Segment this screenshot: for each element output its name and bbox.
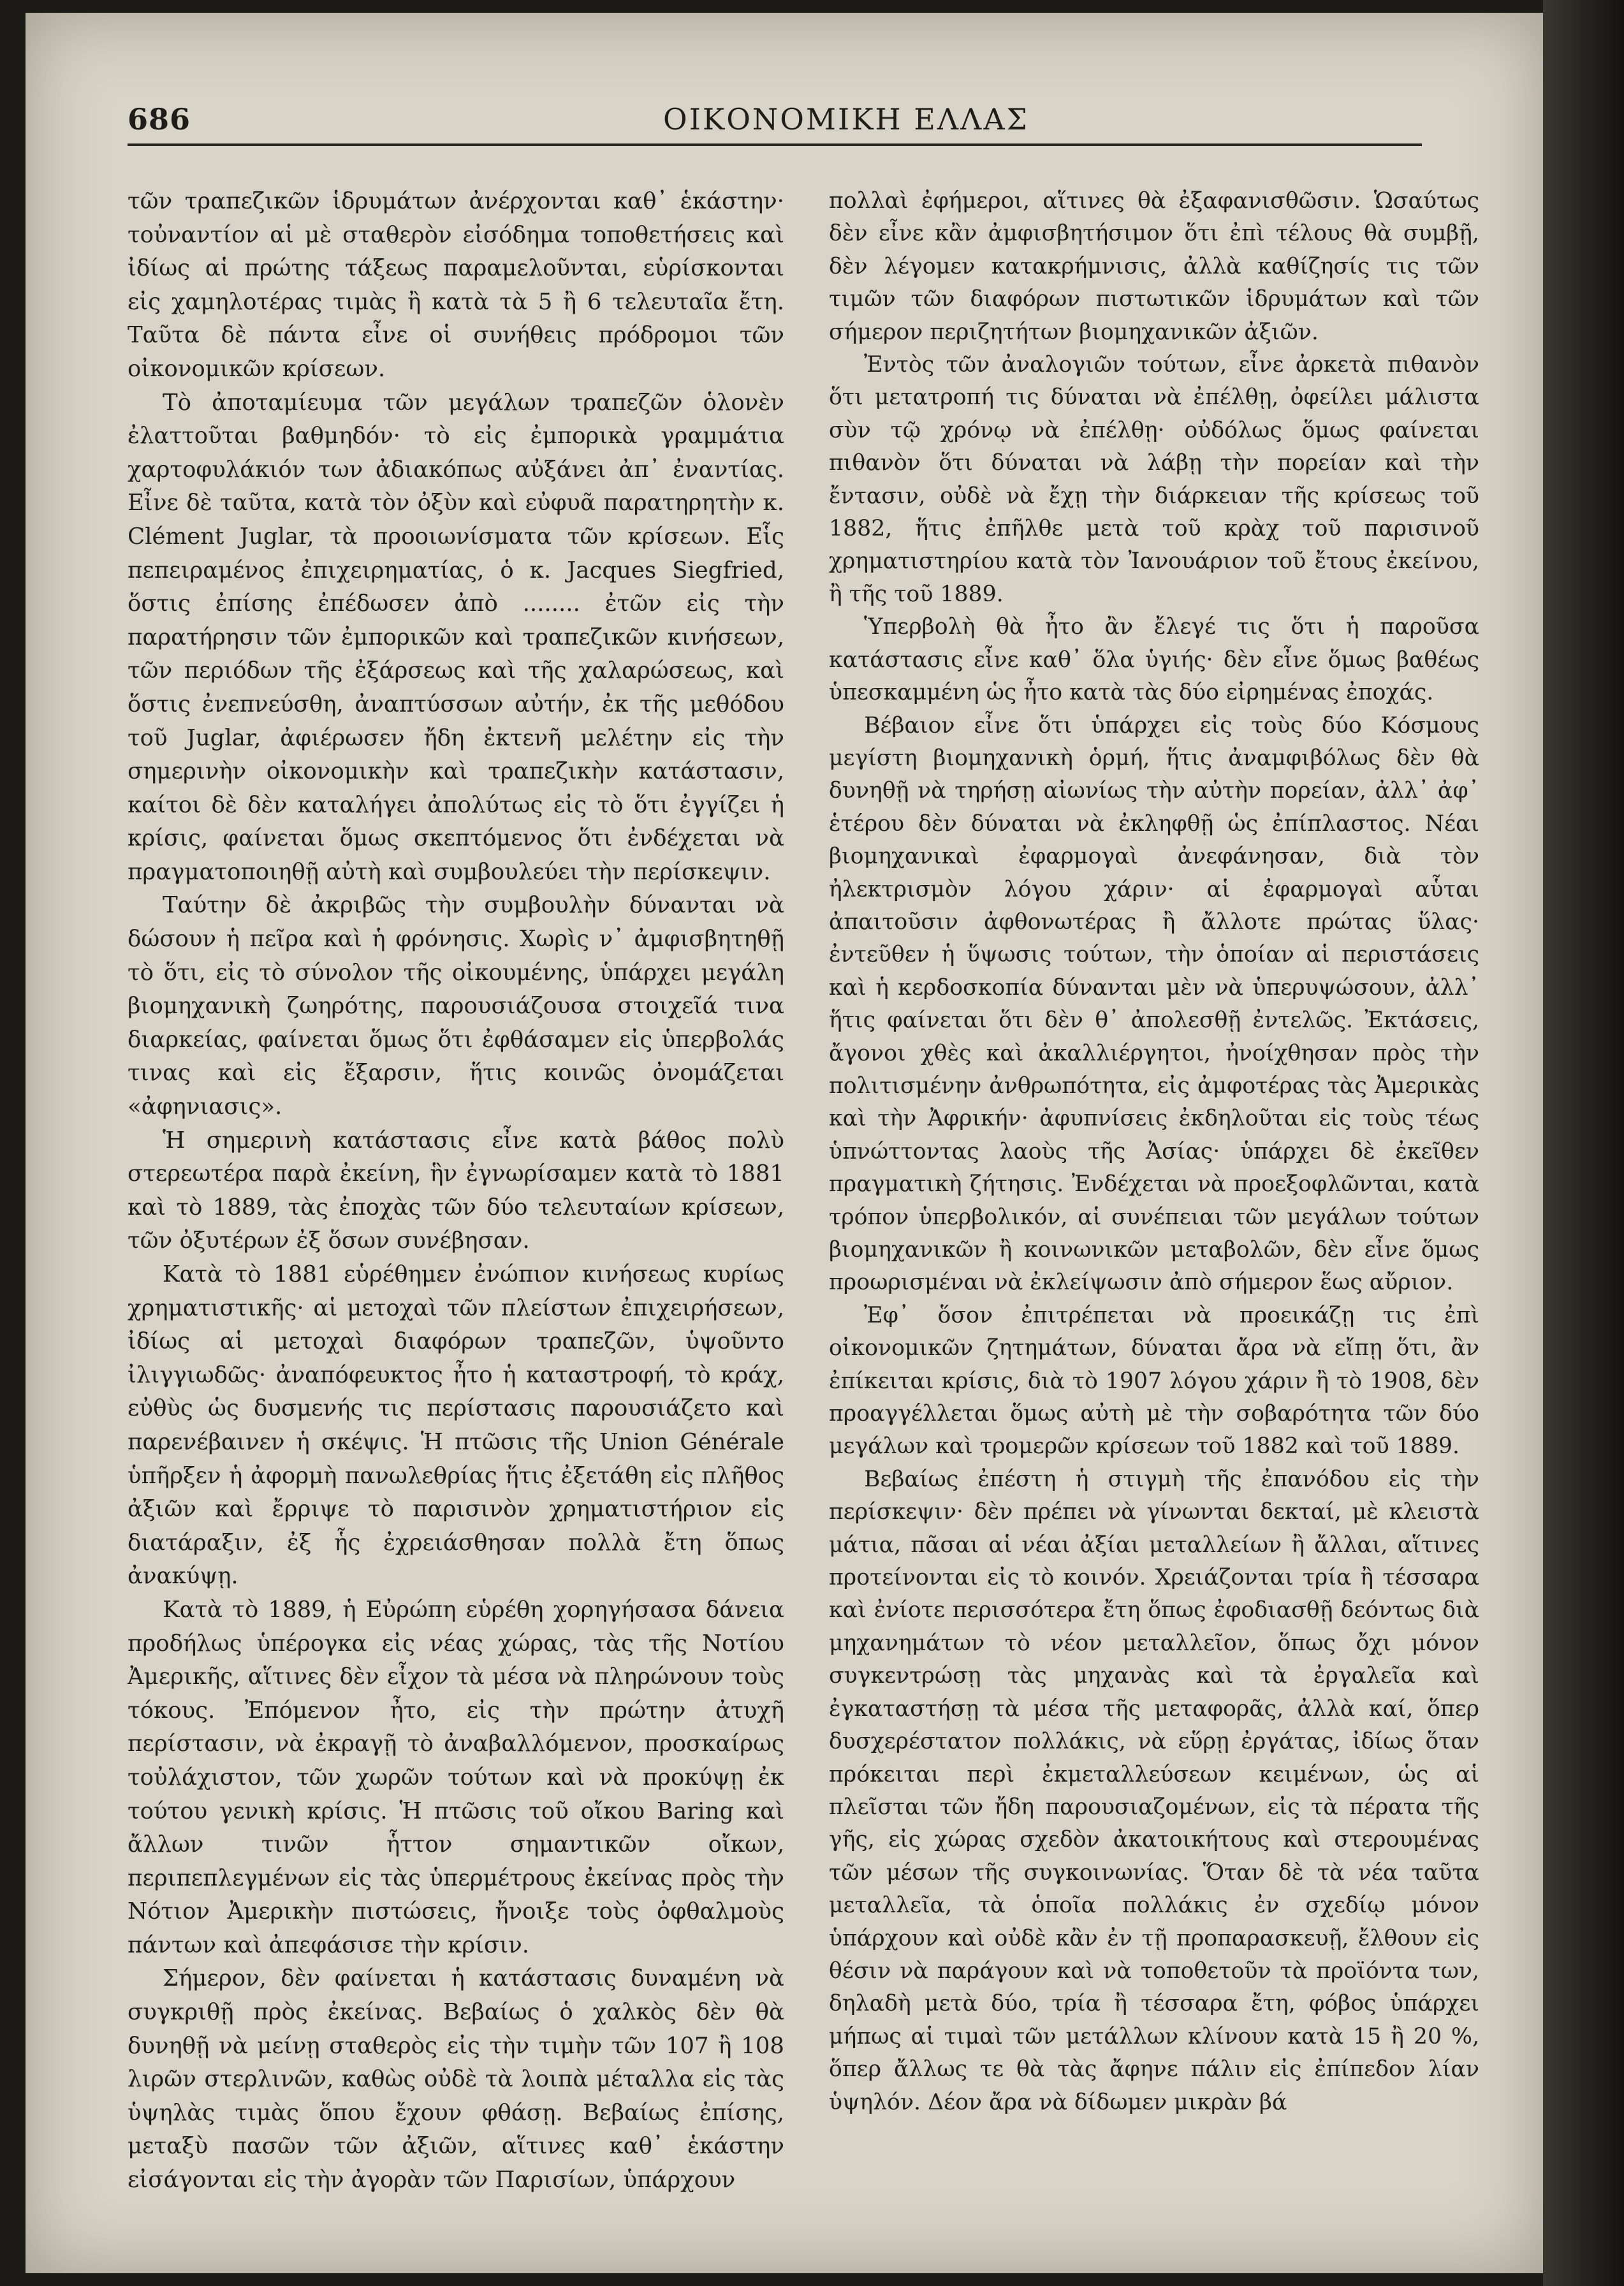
paragraph: Βέβαιον εἶνε ὅτι ὑπάρχει εἰς τοὺς δύο Κόσμους μεγίστη βιομηχανικὴ ὁρμή, ἥτις ἀναμφιβόλως δὲν θὰ δυνηθῇ νὰ τηρήσῃ αἰωνίως τὴν αὐτὴν πορείαν, ἀλλ᾿ ἀφ᾿ ἑτέρου δὲν δύναται νὰ ἐκληφθῇ ὡς ἐπίπλαστος. Νέαι βιομηχανικαὶ ἐφαρμογαὶ ἀνεφάνησαν, διὰ τὸν ἠλεκτρισμὸν λόγου χάριν· αἱ ἐφαρμογαὶ αὗται ἀπαιτοῦσιν ἀφθονωτέρας ἢ ἄλλοτε πρώτας ὕλας· ἐντεῦθεν ἡ ὕψωσις τούτων, τὴν ὁποίαν αἱ περιστάσεις καὶ ἡ κερδοσκοπία δύνανται μὲν νὰ ὑπερυψώσουν, ἀλλ᾿ ἥτις φαίνεται ὅτι δὲν θ᾿ ἀπολεσθῇ ἐντελῶς. Ἐκτάσεις, ἄγονοι χθὲς καὶ ἀκαλλιέργητοι, ἠνοίχθησαν πρὸς τὴν πολιτισμένην ἀνθρωπότητα, εἰς ἀμφοτέρας τὰς Ἀμερικὰς καὶ τὴν Ἀφρικήν· ἀφυπνίσεις ἐκδηλοῦται εἰς τοὺς τέως ὑπνώττοντας λαοὺς τῆς Ἀσίας· ὑπάρχει δὲ ἐκεῖθεν πραγματικὴ ζήτησις. Ἐνδέχεται νὰ προεξοφλῶνται, κατὰ τρόπον ὑπερβολικόν, αἱ συνέπειαι τῶν μεγάλων τούτων βιομηχανικῶν ἢ κοινωνικῶν μεταβολῶν, δὲν εἶνε ὅμως προωρισμέναι νὰ ἐκλείψωσιν ἀπὸ σήμερον ἕως αὔριον.	[829, 712, 1479, 1296]
left-column	[128, 185, 784, 2197]
paragraph: Ἐντὸς τῶν ἀναλογιῶν τούτων, εἶνε ἀρκετὰ πιθανὸν ὅτι μετατροπή τις δύναται νὰ ἐπέλθῃ, ὀφείλει μάλιστα σὺν τῷ χρόνῳ νὰ ἐπέλθῃ· οὐδόλως ὅμως φαίνεται πιθανὸν ὅτι δύναται νὰ λάβῃ τὴν πορείαν καὶ τὴν ἔντασιν, οὐδὲ νὰ ἔχῃ τὴν διάρκειαν τῆς κρίσεως τοῦ 1882, ἥτις ἐπῆλθε μετὰ τοῦ κρὰχ τοῦ παρισινοῦ χρηματιστηρίου κατὰ τὸν Ἰανουάριον τοῦ ἔτους ἐκείνου, ἢ τῆς τοῦ 1889.	[829, 352, 1479, 607]
page-header	[128, 96, 1403, 147]
paragraph: Ἡ σημερινὴ κατάστασις εἶνε κατὰ βάθος πολὺ στερεωτέρα παρὰ ἐκείνη, ἣν ἐγνωρίσαμεν κατὰ τὸ 1881 καὶ τὸ 1889, τὰς ἐποχὰς τῶν δύο τελευταίων κρίσεων, τῶν ὀξυτέρων ἐξ ὅσων συνέβησαν.	[128, 1127, 784, 1254]
paragraph: Βεβαίως ἐπέστη ἡ στιγμὴ τῆς ἐπανόδου εἰς τὴν περίσκεψιν· δὲν πρέπει νὰ γίνωνται δεκταί, μὲ κλειστὰ μάτια, πᾶσαι αἱ νέαι ἀξίαι μεταλλείων ἢ ἄλλαι, αἵτινες προτείνονται εἰς τὸ κοινόν. Χρειάζονται τρία ἢ τέσσαρα καὶ ἐνίοτε περισσότερα ἔτη ὅπως ἐφοδιασθῇ δεόντως διὰ μηχανημάτων τὸ νέον μεταλλεῖον, ὅπως ὄχι μόνον συγκεντρώσῃ τὰς μηχανὰς καὶ τὰ ἐργαλεῖα καὶ ἐγκαταστήσῃ τὰ μέσα τῆς μεταφορᾶς, ἀλλὰ καί, ὅπερ δυσχερέστατον πολλάκις, νὰ εὕρῃ ἐργάτας, ἰδίως ὅταν πρόκειται περὶ ἐκμεταλλεύσεων κειμένων, ὡς αἱ πλεῖσται τῶν ἤδη παρουσιαζομένων, εἰς τὰ πέρατα τῆς γῆς, εἰς χώρας σχεδὸν ἀκατοικήτους καὶ στερουμένας τῶν μέσων τῆς συγκοινωνίας. Ὅταν δὲ τὰ νέα ταῦτα μεταλλεῖα, τὰ ὁποῖα πολλάκις ἐν σχεδίῳ μόνον ὑπάρχουν καὶ οὐδὲ κἂν ἐν τῇ προπαρασκευῇ, ἔλθουν εἰς θέσιν νὰ παράγουν καὶ νὰ τοποθετοῦν τὰ προϊόντα των, δηλαδὴ μετὰ δύο, τρία ἢ τέσσαρα ἔτη, φόβος ὑπάρχει μήπως αἱ τιμαὶ τῶν μετάλλων κλίνουν κατὰ 15 ἢ 20 %, ὅπερ ἄλλως τε θὰ τὰς ἄφηνε πάλιν εἰς ἐπίπεδον λίαν ὑψηλόν. Δέον ἄρα νὰ δίδωμεν μικρὰν βά	[829, 1466, 1479, 2115]
paragraph: Κατὰ τὸ 1881 εὑρέθημεν ἐνώπιον κινήσεως κυρίως χρηματιστικῆς· αἱ μετοχαὶ τῶν πλείστων ἐπιχειρήσεων, ἰδίως αἱ μετοχαὶ διαφόρων τραπεζῶν, ὑψοῦντο ἰλιγγιωδῶς· ἀναπόφευκτος ἦτο ἡ καταστροφή, τὸ κράχ, εὐθὺς ὡς δυσμενής τις περίστασις παρουσιάζετο καὶ παρενέβαινεν ἡ σκέψις. Ἡ πτῶσις τῆς Union Générale ὑπῆρξεν ἡ ἀφορμὴ πανωλεθρίας ἥτις ἐξετάθη εἰς πλῆθος ἀξιῶν καὶ ἔρριψε τὸ παρισινὸν χρηματιστήριον εἰς διατάραξιν, ἐξ ἧς ἐχρειάσθησαν πολλὰ ἔτη ὅπως ἀνακύψῃ.	[128, 1261, 784, 1590]
scan-edge	[1543, 0, 1624, 2286]
header-rule	[128, 143, 1422, 146]
paragraph: Ὑπερβολὴ θὰ ἦτο ἂν ἔλεγέ τις ὅτι ἡ παροῦσα κατάστασις εἶνε καθ᾿ ὅλα ὑγιής· δὲν εἶνε ὅμως βαθέως ὑπεσκαμμένη ὡς ἦτο κατὰ τὰς δύο εἰρημένας ἐποχάς.	[829, 614, 1479, 706]
paragraph: Ταύτην δὲ ἀκριβῶς τὴν συμβουλὴν δύνανται νὰ δώσουν ἡ πεῖρα καὶ ἡ φρόνησις. Χωρὶς ν᾿ ἀμφισβητηθῇ τὸ ὅτι, εἰς τὸ σύνολον τῆς οἰκουμένης, ὑπάρχει μεγάλη βιομηχανικὴ ζωηρότης, παρουσιάζουσα στοιχεῖά τινα διαρκείας, φαίνεται ὅμως ὅτι ἐφθάσαμεν εἰς ὑπερβολάς τινας καὶ εἰς ἔξαρσιν, ἥτις κοινῶς ὀνομάζεται «ἀφηνιασις».	[128, 892, 784, 1120]
right-column	[829, 185, 1479, 2119]
paragraph: Κατὰ τὸ 1889, ἡ Εὐρώπη εὑρέθη χορηγήσασα δάνεια προδήλως ὑπέρογκα εἰς νέας χώρας, τὰς τῆς Νοτίου Ἀμερικῆς, αἵτινες δὲν εἶχον τὰ μέσα νὰ πληρώνουν τοὺς τόκους. Ἐπόμενον ἦτο, εἰς τὴν πρώτην ἀτυχῆ περίστασιν, νὰ ἐκραγῇ τὸ ἀναβαλλόμενον, προσκαίρως τοὐλάχιστον, τῶν χωρῶν τούτων καὶ νὰ προκύψῃ ἐκ τούτου γενικὴ κρίσις. Ἡ πτῶσις τοῦ οἴκου Baring καὶ ἄλλων τινῶν ἧττον σημαντικῶν οἴκων, περιπεπλεγμένων εἰς τὰς ὑπερμέτρους ἐκείνας πρὸς τὴν Νότιον Ἀμερικὴν πιστώσεις, ἤνοιξε τοὺς ὀφθαλμοὺς πάντων καὶ ἀπεφάσισε τὴν κρίσιν.	[128, 1596, 784, 1958]
page-number: 686	[128, 102, 191, 136]
paragraph: Τὸ ἀποταμίευμα τῶν μεγάλων τραπεζῶν ὁλονὲν ἐλαττοῦται βαθμηδόν· τὸ εἰς ἐμπορικὰ γραμμάτια χαρτοφυλάκιόν των ἀδιακόπως αὐξάνει ἀπ᾿ ἐναντίας. Εἶνε δὲ ταῦτα, κατὰ τὸν ὀξὺν καὶ εὐφυᾶ παρατηρητὴν κ. Clément Juglar, τὰ προοιωνίσματα τῶν κρίσεων. Εἷς πεπειραμένος ἐπιχειρηματίας, ὁ κ. Jacques Siegfried, ὅστις ἐπίσης ἐπέδωσεν ἀπὸ ........ ἐτῶν εἰς τὴν παρατήρησιν τῶν ἐμπορικῶν καὶ τραπεζικῶν κινήσεων, τῶν περιόδων τῆς ἐξάρσεως καὶ τῆς χαλαρώσεως, καὶ ὅστις ἐνεπνεύσθη, ἀναπτύσσων αὐτήν, ἐκ τῆς μεθόδου τοῦ Juglar, ἀφιέρωσεν ἤδη ἐκτενῆ μελέτην εἰς τὴν σημερινὴν οἰκονομικὴν καὶ τραπεζικὴν κατάστασιν, καίτοι δὲ δὲν καταλήγει ἀπολύτως εἰς τὸ ὅτι ἐγγίζει ἡ κρίσις, φαίνεται ὅμως σκεπτόμενος ὅτι ἐνδέχεται νὰ πραγματοποιηθῇ αὐτὴ καὶ συμβουλεύει τὴν περίσκεψιν.	[128, 389, 784, 885]
paragraph: Σήμερον, δὲν φαίνεται ἡ κατάστασις δυναμένη νὰ συγκριθῇ πρὸς ἐκείνας. Βεβαίως ὁ χαλκὸς δὲν θὰ δυνηθῇ νὰ μείνῃ σταθερὸς εἰς τὴν τιμὴν τῶν 107 ἢ 108 λιρῶν στερλινῶν, καθὼς οὐδὲ τὰ λοιπὰ μέταλλα εἰς τὰς ὑψηλὰς τιμὰς ὅπου ἔχουν φθάσῃ. Βεβαίως ἐπίσης, μεταξὺ πασῶν τῶν ἀξιῶν, αἵτινες καθ᾿ ἑκάστην εἰσάγονται εἰς τὴν ἀγορὰν τῶν Παρισίων, ὑπάρχουν	[128, 1965, 784, 2194]
book-page	[26, 13, 1543, 2273]
paragraph: Ἐφ᾿ ὅσον ἐπιτρέπεται νὰ προεικάζῃ τις ἐπὶ οἰκονομικῶν ζητημάτων, δύναται ἄρα νὰ εἴπῃ ὅτι, ἂν ἐπίκειται κρίσις, διὰ τὸ 1907 λόγου χάριν ἢ τὸ 1908, δὲν προαγγέλλεται ὅμως αὐτὴ μὲ τὴν σοβαρότητα τῶν δύο μεγάλων καὶ τρομερῶν κρίσεων τοῦ 1882 καὶ τοῦ 1889.	[829, 1302, 1479, 1460]
paragraph: πολλαὶ ἐφήμεροι, αἵτινες θὰ ἐξαφανισθῶσιν. Ὡσαύτως δὲν εἶνε κἂν ἀμφισβητήσιμον ὅτι ἐπὶ τέλους θὰ συμβῇ, δὲν λέγομεν κατακρήμνισις, ἀλλὰ καθίζησίς τις τῶν τιμῶν τῶν διαφόρων πιστωτικῶν ἱδρυμάτων καὶ τῶν σήμερον περιζητήτων βιομηχανικῶν ἀξιῶν.	[829, 188, 1479, 345]
paragraph: τῶν τραπεζικῶν ἱδρυμάτων ἀνέρχονται καθ᾿ ἑκάστην· τοὐναντίον αἱ μὲ σταθερὸν εἰσόδημα τοποθετήσεις καὶ ἰδίως αἱ πρώτης τάξεως παραμελοῦνται, εὑρίσκονται εἰς χαμηλοτέρας τιμὰς ἢ κατὰ τὰ 5 ἢ 6 τελευταῖα ἔτη. Ταῦτα δὲ πάντα εἶνε οἱ συνήθεις πρόδρομοι τῶν οἰκονομικῶν κρίσεων.	[128, 188, 784, 382]
running-title: ΟΙΚΟΝΟΜΙΚΗ ΕΛΛΑΣ	[663, 102, 1030, 136]
